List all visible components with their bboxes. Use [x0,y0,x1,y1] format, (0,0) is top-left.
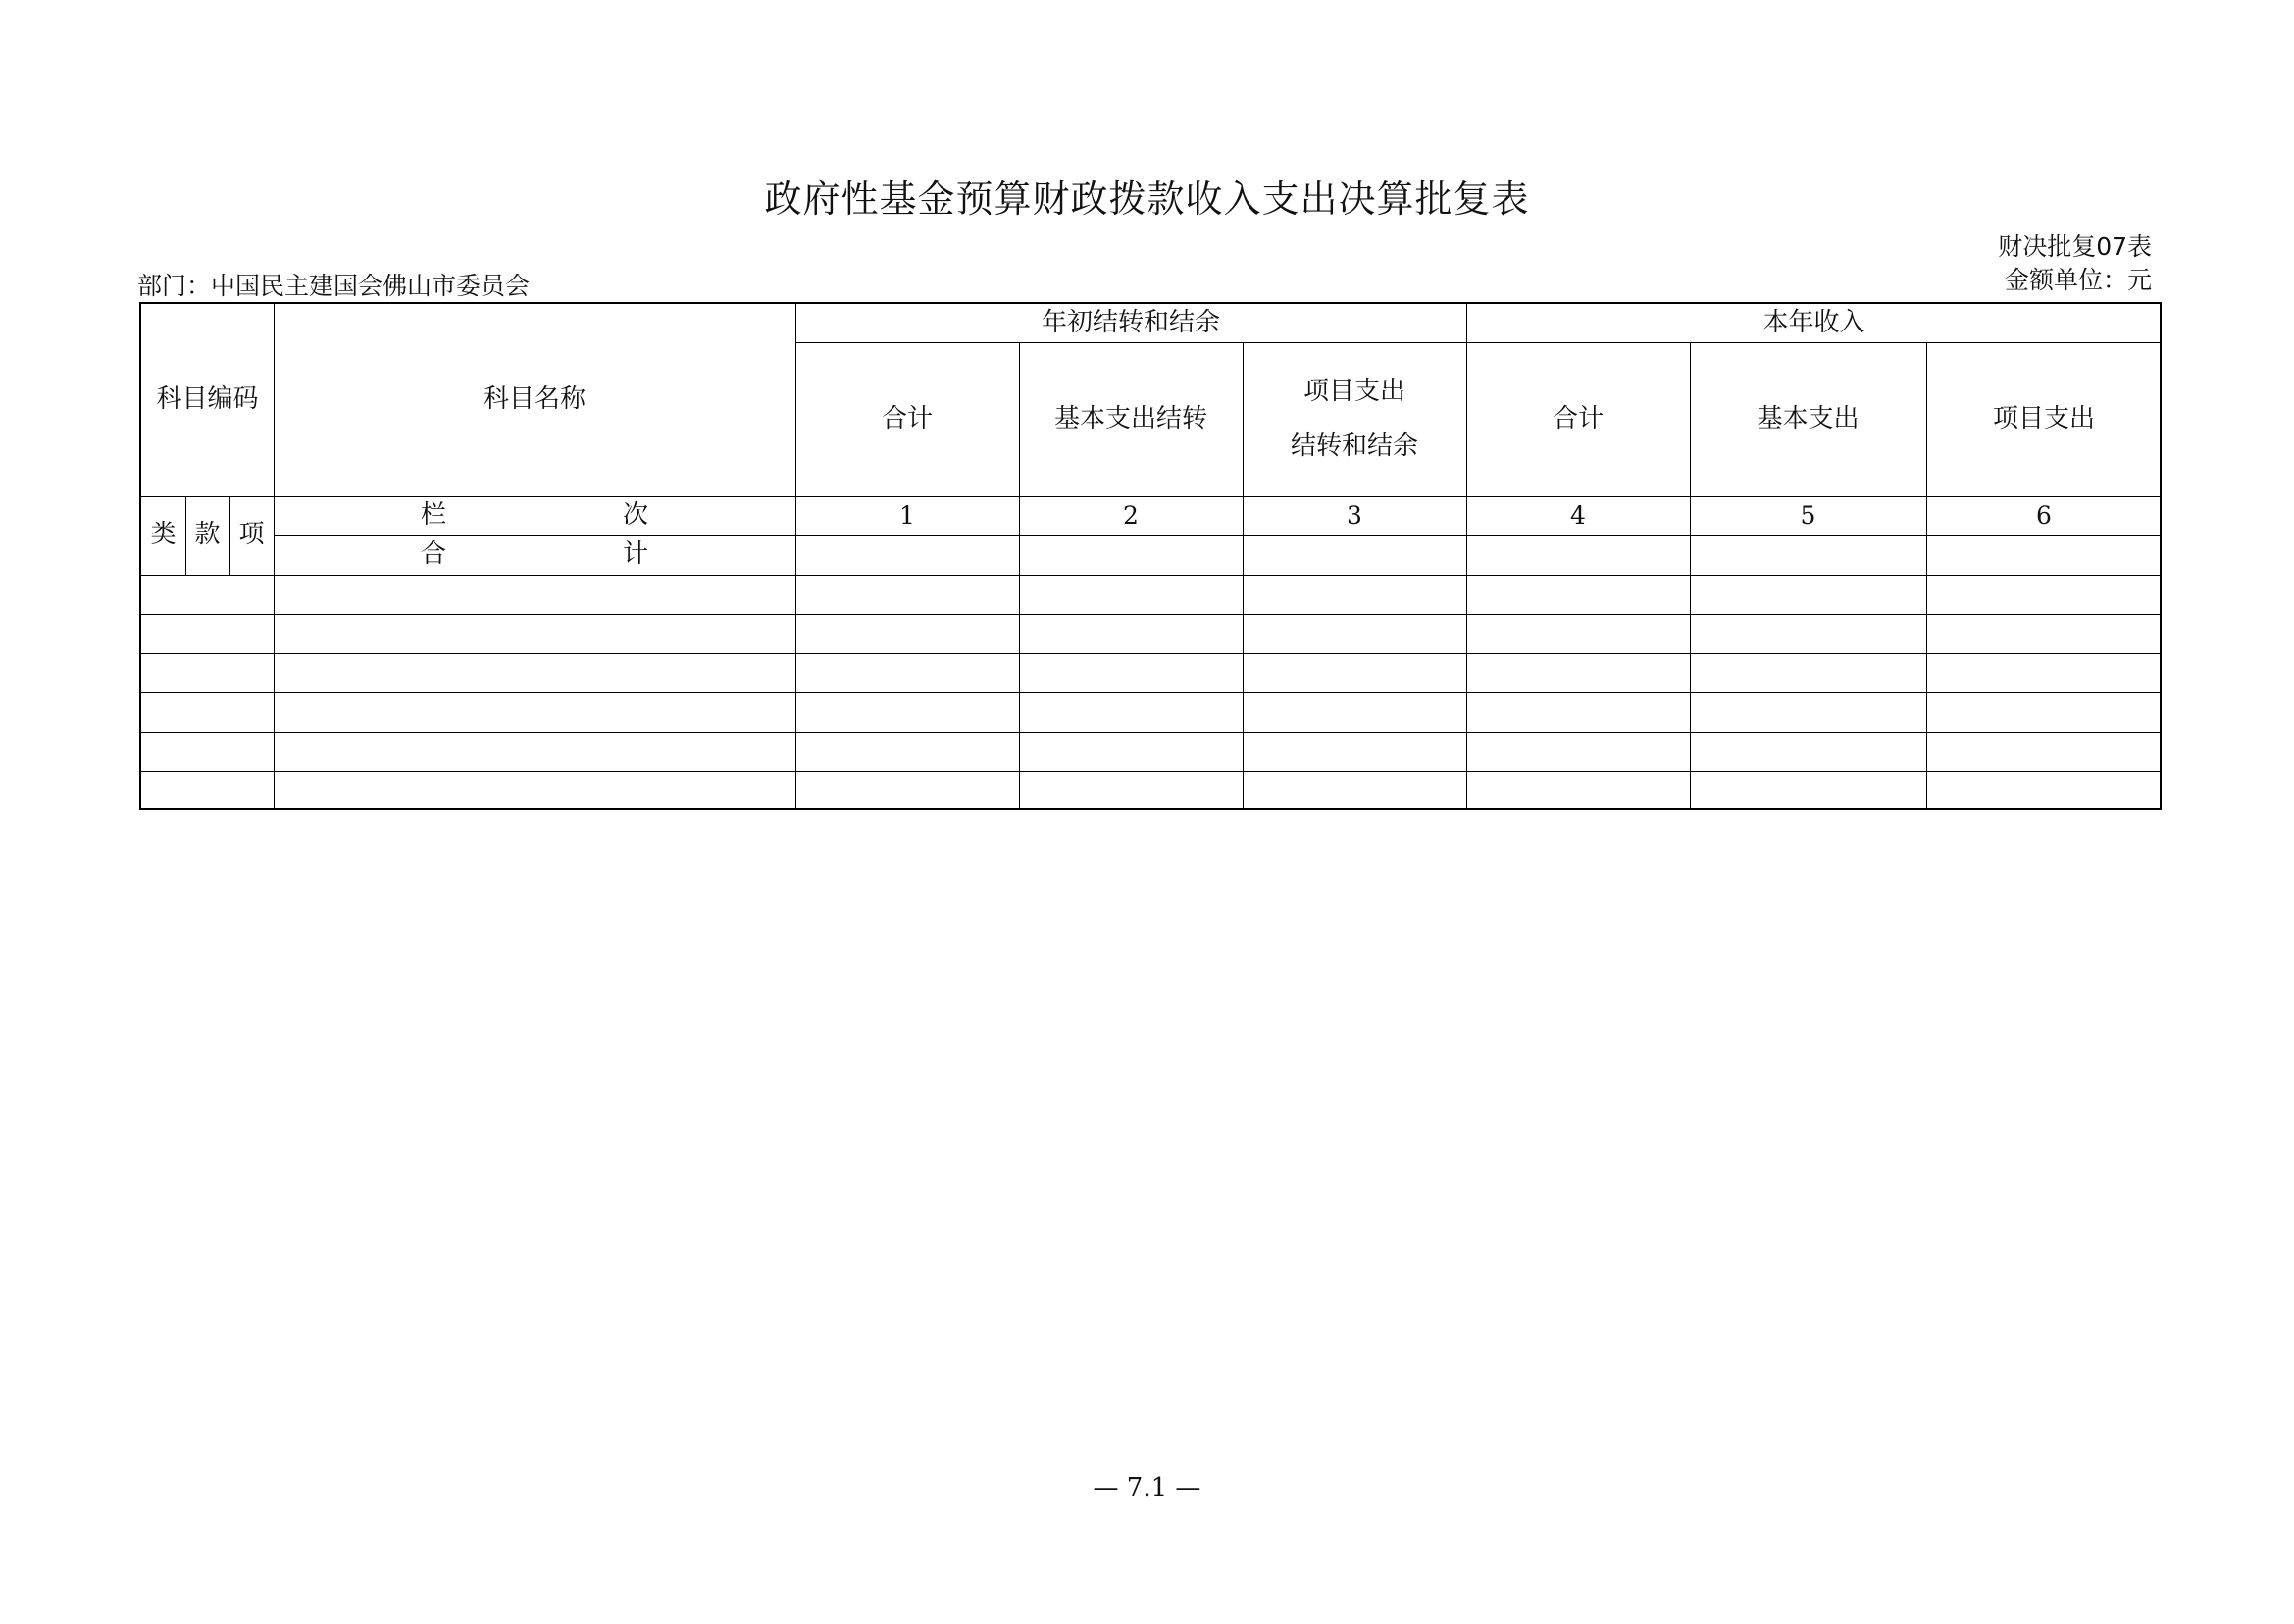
header-carryover-project-line1: 项目支出 [1302,377,1405,407]
column-number-3: 3 [1347,501,1362,530]
column-number-6: 6 [2036,501,2052,530]
column-number-2: 2 [1123,501,1139,530]
column-number-label [274,496,795,535]
header-income-group: 本年收入 [1762,307,1865,337]
header-carryover-total: 合计 [881,403,933,433]
header-income-basic: 基本支出 [1757,403,1860,433]
label-he: 合 [421,539,447,570]
header-subject-name: 科目名称 [483,384,586,415]
department-label: 部门：中国民主建国会佛山市委员会 [137,272,531,300]
header-category-kuan: 款 [194,520,221,550]
form-number: 财决批复07表 [1998,232,2152,261]
total-row-label [274,535,795,575]
label-ji: 计 [622,539,648,570]
rule-row-1 [141,614,2162,615]
header-carryover-project-line2: 结转和结余 [1290,431,1418,461]
column-number-1: 1 [899,501,915,530]
document-title: 政府性基金预算财政拨款收入支出决算批复表 [764,178,1530,221]
approval-table [139,302,2162,810]
rule-row-3 [141,692,2162,693]
header-income-project: 项目支出 [1992,403,2095,433]
header-subject-code: 科目编码 [156,384,259,415]
rule-row-5 [141,771,2162,772]
amount-unit: 金额单位：元 [2004,266,2152,294]
column-number-5: 5 [1800,501,1816,530]
header-carryover-group: 年初结转和结余 [1041,307,1220,337]
header-carryover-basic: 基本支出结转 [1053,403,1207,433]
page-number: — 7.1 — [1093,1473,1201,1502]
header-income-total: 合计 [1552,403,1604,433]
rule-row-2 [141,653,2162,654]
rule-row-4 [141,732,2162,733]
label-ci: 次 [622,500,648,531]
header-carryover-project [1243,342,1466,496]
label-lan: 栏 [421,500,447,531]
column-number-4: 4 [1570,501,1586,530]
header-category-xiang: 项 [238,520,265,550]
header-category-lei: 类 [150,520,177,550]
rule-total-row [141,575,2162,576]
